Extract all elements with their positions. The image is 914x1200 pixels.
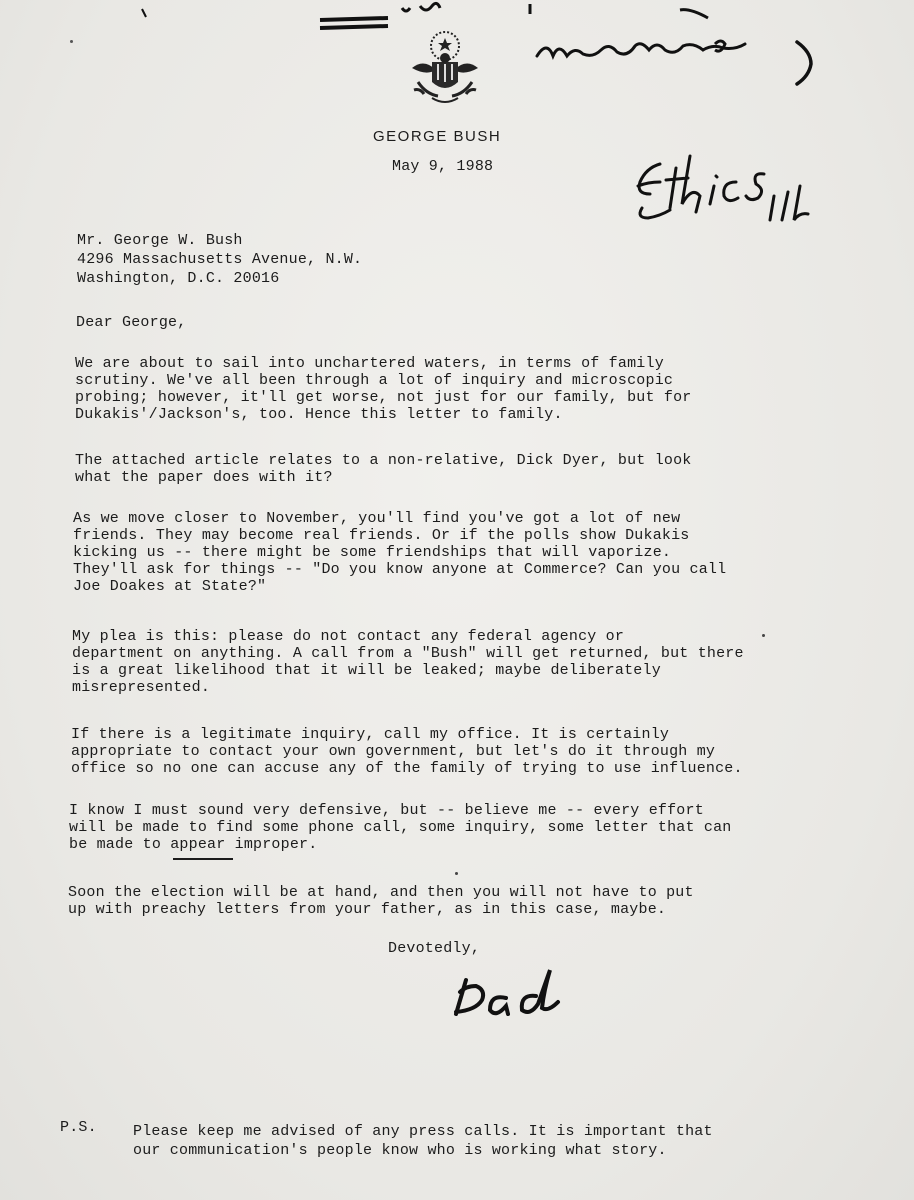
paragraph-line: probing; however, it'll get worse, not just for our family, but for [75,389,692,406]
paragraph-line: appropriate to contact your own government, but let's do it through my [71,743,716,760]
appear-underline [173,858,233,860]
recipient-address [77,231,362,288]
paragraph-line: They'll ask for things -- "Do you know anyone at Commerce? Can you call [73,561,727,578]
paragraph-6 [69,802,732,853]
paragraph-line: We are about to sail into unchartered waters, in terms of family [75,355,664,372]
postscript-line: Please keep me advised of any press calls. It is important that [133,1123,713,1140]
letter-date: May 9, 1988 [392,158,494,175]
recipient-street: 4296 Massachusetts Avenue, N.W. [77,251,363,268]
recipient-city: Washington, D.C. 20016 [77,270,280,287]
paragraph-line: department on anything. A call from a "Bush" will get returned, but there [72,645,744,662]
paragraph-line: will be made to find some phone call, some inquiry, some letter that can [69,819,732,836]
corner-mark [140,6,150,24]
paragraph-line: My plea is this: please do not contact any federal agency or [72,628,625,645]
paragraph-line: up with preachy letters from your father, as in this case, maybe. [68,901,667,918]
paragraph-line: I know I must sound very defensive, but -- believe me -- every effort [69,802,704,819]
handwritten-members-note [535,30,835,95]
postscript-line: our communication's people know who is working what story. [133,1142,667,1159]
paragraph-2 [75,452,692,486]
paragraph-line: what the paper does with it? [75,469,333,486]
paragraph-5 [71,726,743,777]
salutation: Dear George, [76,314,187,331]
paragraph-line: Soon the election will be at hand, and then you will not have to put [68,884,694,901]
paragraph-line: misrepresented. [72,679,211,696]
paragraph-line: is a great likelihood that it will be leaked; maybe deliberately [72,662,661,679]
paragraph-line: friends. They may become real friends. Or if the polls show Dukakis [73,527,690,544]
paragraph-line: The attached article relates to a non-relative, Dick Dyer, but look [75,452,692,469]
paragraph-line: be made to appear improper. [69,836,318,853]
paragraph-7 [68,884,694,918]
speck [70,40,73,43]
seal-emblem-icon [402,28,488,117]
signature-handwritten [452,966,582,1031]
closing: Devotedly, [388,940,481,957]
paragraph-line: Joe Doakes at State?" [73,578,267,595]
recipient-name: Mr. George W. Bush [77,232,243,249]
paragraph-line: kicking us -- there might be some friendships that will vaporize. [73,544,672,561]
speck [455,872,458,875]
paragraph-line: scrutiny. We've all been through a lot of inquiry and microscopic [75,372,674,389]
paragraph-line: office so no one can accuse any of the family of trying to use influence. [71,760,743,777]
paragraph-3 [73,510,726,595]
paragraph-line: If there is a legitimate inquiry, call my office. It is certainly [71,726,670,743]
paragraph-4 [72,628,744,696]
paragraph-1 [75,355,692,423]
handwritten-ethics-note [632,150,832,235]
paragraph-line: Dukakis'/Jackson's, too. Hence this letter to family. [75,406,563,423]
postscript-label: P.S. [60,1119,97,1136]
paragraph-line: As we move closer to November, you'll find you've got a lot of new [73,510,681,527]
postscript-body [133,1122,713,1160]
letterhead-name: GEORGE BUSH [373,128,502,145]
speck [762,634,765,637]
